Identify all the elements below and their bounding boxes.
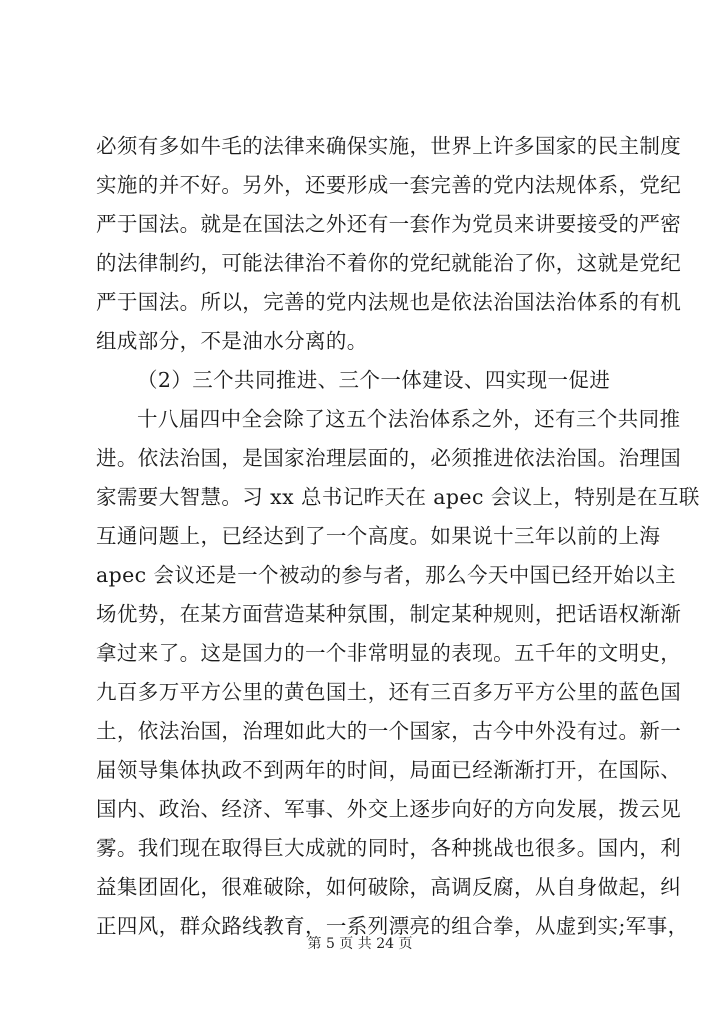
text-line: 必须有多如牛毛的法律来确保实施，世界上许多国家的民主制度	[96, 134, 682, 158]
text-line: 九百多万平方公里的黄色国土，还有三百多万平方公里的蓝色国	[96, 680, 682, 704]
text-line: 十八届四中全会除了这五个法治体系之外，还有三个共同推	[137, 407, 681, 431]
text-line: 届领导集体执政不到两年的时间，局面已经渐渐打开，在国际、	[96, 758, 682, 782]
text-line: 家需要大智慧。习 xx 总书记昨天在 apec 会议上，特别是在互联	[96, 485, 700, 509]
text-line: 互通问题上，已经达到了一个高度。如果说十三年以前的上海	[96, 524, 661, 548]
text-line: 雾。我们现在取得巨大成就的同时，各种挑战也很多。国内，利	[96, 836, 682, 860]
text-line: 严于国法。就是在国法之外还有一套作为党员来讲要接受的严密	[96, 212, 682, 236]
text-line: apec 会议还是一个被动的参与者，那么今天中国已经开始以主	[96, 563, 676, 587]
text-line: 正四风，群众路线教育，一系列漂亮的组合拳，从虚到实;军事，	[96, 914, 689, 938]
text-line: 土，依法治国，治理如此大的一个国家，古今中外没有过。新一	[96, 719, 682, 743]
body-text	[96, 127, 700, 946]
text-line: 严于国法。所以，完善的党内法规也是依法治国法治体系的有机	[96, 290, 682, 314]
text-line: 益集团固化，很难破除，如何破除，高调反腐，从自身做起，纠	[96, 875, 682, 899]
text-line: 进。依法治国，是国家治理层面的，必须推进依法治国。治理国	[96, 446, 682, 470]
page-footer: 第 5 页 共 24 页	[307, 936, 413, 952]
text-line: 的法律制约，可能法律治不着你的党纪就能治了你，这就是党纪	[96, 251, 682, 275]
text-line: 场优势，在某方面营造某种氛围，制定某种规则，把话语权渐渐	[96, 602, 682, 626]
text-line: 国内、政治、经济、军事、外交上逐步向好的方向发展，拨云见	[96, 797, 682, 821]
text-line: 拿过来了。这是国力的一个非常明显的表现。五千年的文明史，	[96, 641, 682, 665]
section-heading: （2）三个共同推进、三个一体建设、四实现一促进	[137, 368, 611, 392]
text-line: 实施的并不好。另外，还要形成一套完善的党内法规体系，党纪	[96, 173, 682, 197]
text-line: 组成部分，不是油水分离的。	[96, 329, 368, 353]
